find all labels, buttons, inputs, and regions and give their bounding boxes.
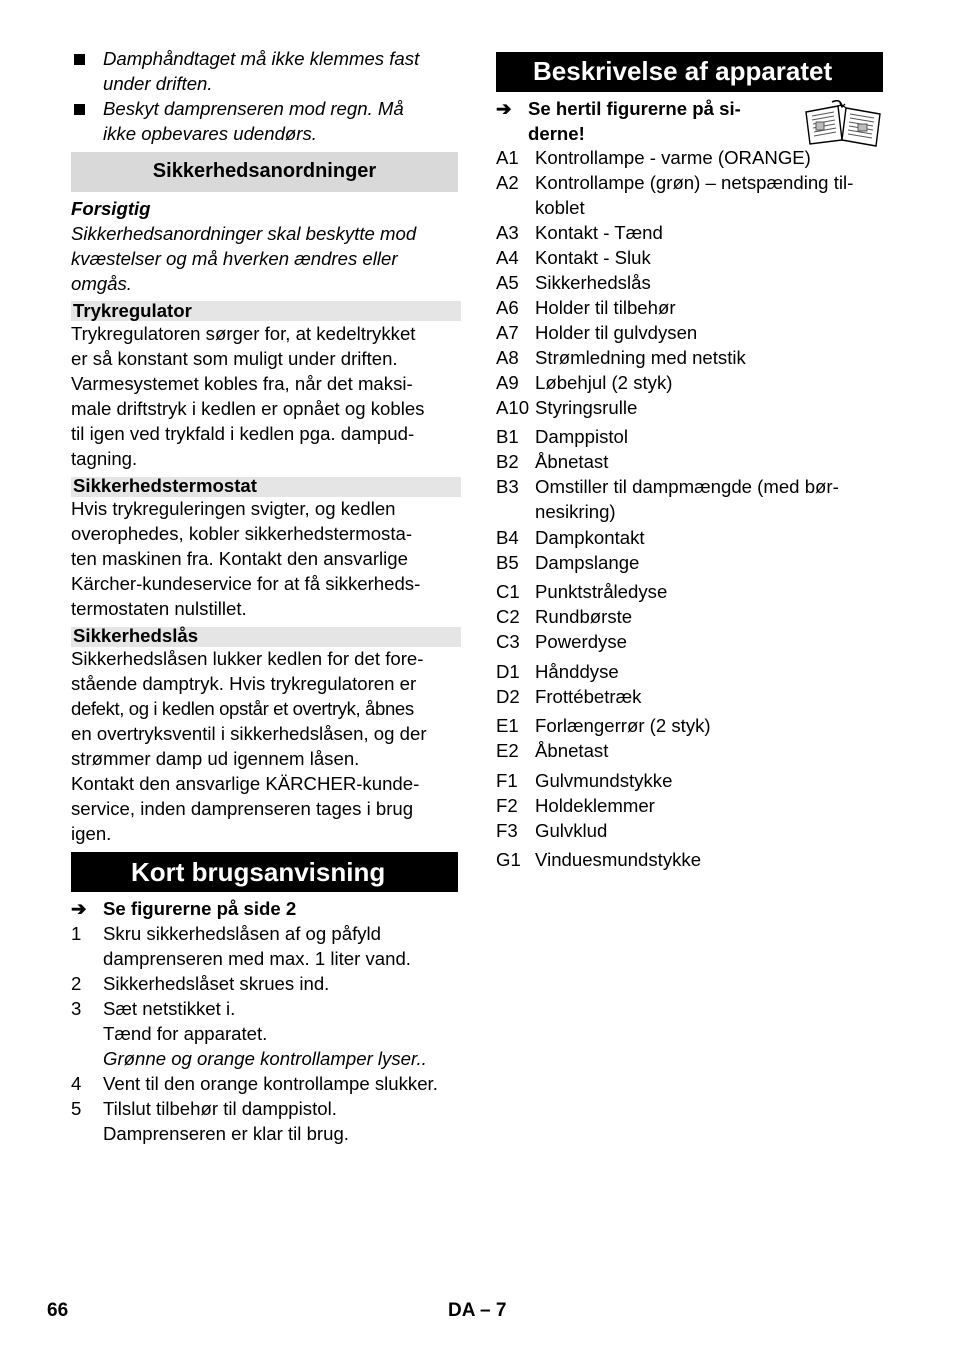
bullet-1-line-1: Damphåndtaget må ikke klemmes fast bbox=[103, 48, 420, 69]
safety-heading: Sikkerhedsanordninger bbox=[152, 160, 377, 182]
component-code: C3 bbox=[496, 631, 520, 652]
component-label: Punktstråledyse bbox=[535, 581, 668, 602]
sikkerhedslaas-line-8: igen. bbox=[71, 823, 112, 844]
component-code: A5 bbox=[496, 272, 519, 293]
component-code: E2 bbox=[496, 740, 519, 761]
component-label: Frottébetræk bbox=[535, 686, 642, 707]
component-label: Powerdyse bbox=[535, 631, 627, 652]
component-label: Holder til tilbehør bbox=[535, 297, 676, 318]
component-label: nesikring) bbox=[535, 501, 616, 522]
component-code: B4 bbox=[496, 527, 519, 548]
sikkerhedslaas-line-7: service, inden damprenseren tages i brug bbox=[71, 798, 414, 819]
short-instructions-heading bbox=[71, 852, 458, 892]
bullet-square-icon bbox=[74, 104, 85, 115]
step-number: 2 bbox=[71, 973, 82, 994]
component-label: Sikkerhedslås bbox=[535, 272, 651, 293]
step-2-line-1: Sikkerhedslåset skrues ind. bbox=[103, 973, 330, 994]
component-code: A9 bbox=[496, 372, 519, 393]
component-label: Styringsrulle bbox=[535, 397, 638, 418]
termostat-line-3: ten maskinen fra. Kontakt den ansvarlige bbox=[71, 548, 408, 569]
component-label: Dampslange bbox=[535, 552, 640, 573]
component-label: Rundbørste bbox=[535, 606, 633, 627]
component-label: Strømledning med netstik bbox=[535, 347, 746, 368]
figure-ref-line-2: derne! bbox=[528, 123, 585, 144]
component-label: Åbnetast bbox=[535, 740, 609, 761]
component-label: Omstiller til dampmængde (med bør- bbox=[535, 476, 839, 497]
component-code: C2 bbox=[496, 606, 520, 627]
component-label: Holder til gulvdysen bbox=[535, 322, 698, 343]
termostat-line-5: termostaten nulstillet. bbox=[71, 598, 247, 619]
page-number: 66 bbox=[47, 1300, 69, 1321]
component-code: A8 bbox=[496, 347, 519, 368]
step-number: 4 bbox=[71, 1073, 82, 1094]
bullet-2-line-1: Beskyt damprenseren mod regn. Må bbox=[103, 98, 404, 119]
device-description-heading bbox=[496, 52, 883, 92]
arrow-right-icon: ➔ bbox=[496, 98, 512, 119]
sikkerhedslaas-line-5: strømmer damp ud igennem låsen. bbox=[71, 748, 360, 769]
trykregulator-line-6: tagning. bbox=[71, 448, 138, 469]
component-code: C1 bbox=[496, 581, 520, 602]
component-label: Løbehjul (2 styk) bbox=[535, 372, 673, 393]
component-code: A10 bbox=[496, 397, 530, 418]
caution-line-3: omgås. bbox=[71, 273, 132, 294]
component-code: G1 bbox=[496, 849, 521, 870]
step-3-result: Grønne og orange kontrollamper lyser.. bbox=[103, 1048, 427, 1069]
component-code: F2 bbox=[496, 795, 518, 816]
arrow-right-icon: ➔ bbox=[71, 898, 87, 919]
component-code: A7 bbox=[496, 322, 519, 343]
component-label: Gulvklud bbox=[535, 820, 608, 841]
component-label: Dampkontakt bbox=[535, 527, 645, 548]
bullet-2-line-2: ikke opbevares udendørs. bbox=[103, 123, 317, 144]
component-label: Kontakt - Sluk bbox=[535, 247, 651, 268]
sikkerhedslaas-line-3: defekt, og i kedlen opstår et overtryk, åbnes bbox=[71, 698, 414, 719]
step-number: 5 bbox=[71, 1098, 82, 1119]
trykregulator-line-5: til igen ved trykfald i kedlen pga. dampud- bbox=[71, 423, 415, 444]
step-number: 1 bbox=[71, 923, 82, 944]
step-number: 3 bbox=[71, 998, 82, 1019]
component-code: A2 bbox=[496, 172, 519, 193]
step-3-line-1: Sæt netstikket i. bbox=[103, 998, 236, 1019]
bullet-1-line-2: under driften. bbox=[103, 73, 213, 94]
component-label: Kontrollampe (grøn) – netspænding til- bbox=[535, 172, 854, 193]
sikkerhedslaas-line-2: stående damptryk. Hvis trykregulatoren er bbox=[71, 673, 417, 694]
component-code: A3 bbox=[496, 222, 519, 243]
component-code: A6 bbox=[496, 297, 519, 318]
sikkerhedslaas-title: Sikkerhedslås bbox=[73, 625, 199, 646]
component-code: B2 bbox=[496, 451, 519, 472]
component-label: Forlængerrør (2 styk) bbox=[535, 715, 711, 736]
component-code: A1 bbox=[496, 147, 519, 168]
component-label: koblet bbox=[535, 197, 585, 218]
component-label: Åbnetast bbox=[535, 451, 609, 472]
caution-line-2: kvæstelser og må hverken ændres eller bbox=[71, 248, 398, 269]
component-code: B1 bbox=[496, 426, 519, 447]
device-description-heading-text: Beskrivelse af apparatet bbox=[533, 56, 833, 86]
open-manual-icon bbox=[802, 100, 884, 148]
component-code: B3 bbox=[496, 476, 519, 497]
trykregulator-line-2: er så konstant som muligt under driften. bbox=[71, 348, 398, 369]
component-code: B5 bbox=[496, 552, 519, 573]
section-label: DA – 7 bbox=[448, 1300, 507, 1321]
figure-ref-line-1: Se hertil figurerne på si- bbox=[528, 98, 741, 119]
termostat-line-4: Kärcher-kundeservice for at få sikkerheds- bbox=[71, 573, 421, 594]
component-label: Hånddyse bbox=[535, 661, 619, 682]
termostat-title: Sikkerhedstermostat bbox=[73, 475, 257, 496]
component-label: Kontrollampe - varme (ORANGE) bbox=[535, 147, 811, 168]
sikkerhedslaas-line-1: Sikkerhedslåsen lukker kedlen for det fore- bbox=[71, 648, 424, 669]
trykregulator-line-4: male driftstryk i kedlen er opnået og kobles bbox=[71, 398, 425, 419]
trykregulator-line-1: Trykregulatoren sørger for, at kedeltrykket bbox=[71, 323, 416, 344]
sikkerhedslaas-line-6: Kontakt den ansvarlige KÄRCHER-kunde- bbox=[71, 773, 420, 794]
trykregulator-title: Trykregulator bbox=[73, 300, 192, 321]
short-ref: Se figurerne på side 2 bbox=[103, 898, 297, 919]
component-label: Vinduesmundstykke bbox=[535, 849, 702, 870]
step-3-line-2: Tænd for apparatet. bbox=[103, 1023, 268, 1044]
component-code: A4 bbox=[496, 247, 519, 268]
step-5-line-1: Tilslut tilbehør til damppistol. bbox=[103, 1098, 337, 1119]
sikkerhedslaas-line-4: en overtryksventil i sikkerhedslåsen, og der bbox=[71, 723, 427, 744]
caution-title: Forsigtig bbox=[71, 198, 151, 219]
bullet-square-icon bbox=[74, 54, 85, 65]
step-5-line-2: Damprenseren er klar til brug. bbox=[103, 1123, 349, 1144]
component-label: Damppistol bbox=[535, 426, 629, 447]
short-instructions-heading-text: Kort brugsanvisning bbox=[131, 857, 386, 887]
termostat-line-2: overophedes, kobler sikkerhedstermosta- bbox=[71, 523, 413, 544]
component-code: F1 bbox=[496, 770, 518, 791]
step-4-line-1: Vent til den orange kontrollampe slukker. bbox=[103, 1073, 438, 1094]
caution-line-1: Sikkerhedsanordninger skal beskytte mod bbox=[71, 223, 417, 244]
trykregulator-line-3: Varmesystemet kobles fra, når det maksi- bbox=[71, 373, 413, 394]
component-code: D1 bbox=[496, 661, 520, 682]
component-code: D2 bbox=[496, 686, 520, 707]
component-code: E1 bbox=[496, 715, 519, 736]
step-1-line-1: Skru sikkerhedslåsen af og påfyld bbox=[103, 923, 382, 944]
component-label: Holdeklemmer bbox=[535, 795, 655, 816]
step-1-line-2: damprenseren med max. 1 liter vand. bbox=[103, 948, 411, 969]
component-label: Kontakt - Tænd bbox=[535, 222, 663, 243]
termostat-line-1: Hvis trykreguleringen svigter, og kedlen bbox=[71, 498, 396, 519]
component-code: F3 bbox=[496, 820, 518, 841]
component-label: Gulvmundstykke bbox=[535, 770, 673, 791]
